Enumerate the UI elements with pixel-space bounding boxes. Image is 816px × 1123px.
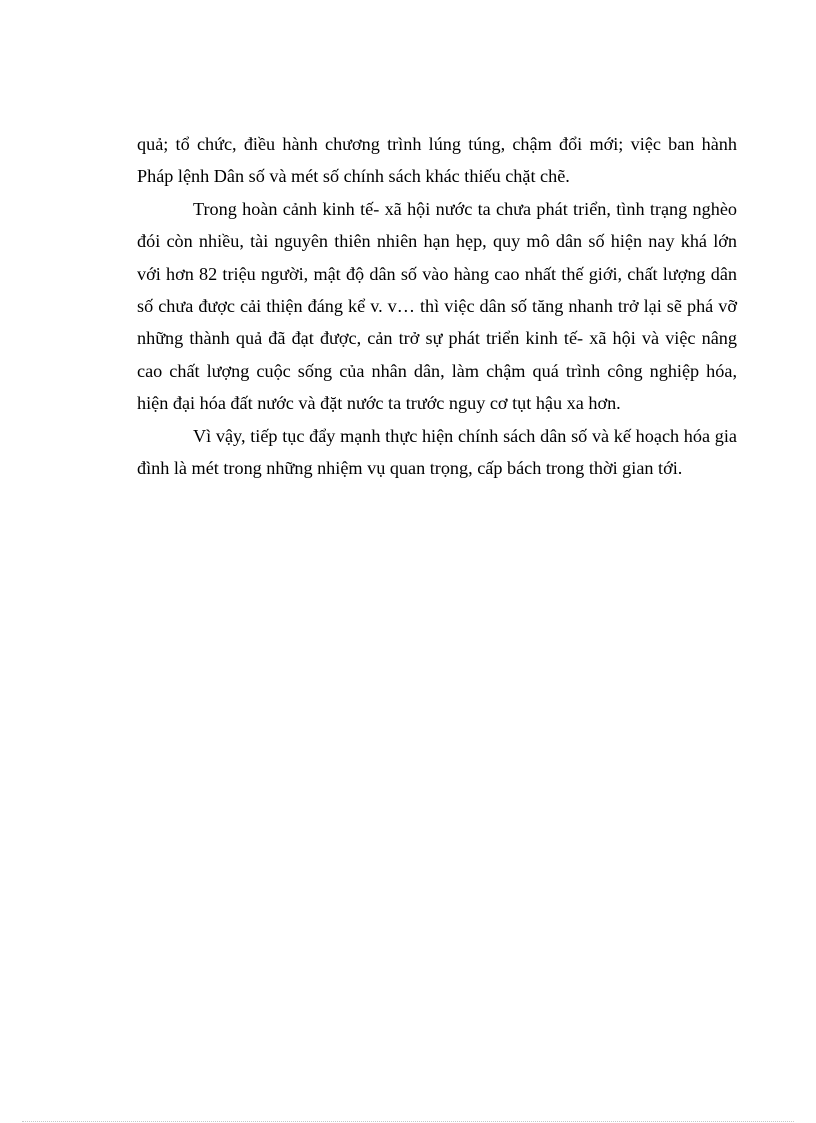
document-body <box>137 128 737 484</box>
paragraph-context: Trong hoàn cảnh kinh tế- xã hội nước ta chưa phát triển, tình trạng nghèo đói còn nhiều, tài nguyên thiên nhiên hạn hẹp, quy mô dân số hiện nay khá lớn với hơn 82 triệu người, mật độ dân số vào hàng cao nhất thế giới, chất lượng dân số chưa được cải thiện đáng kể v. v… thì việc dân số tăng nhanh trở lại sẽ phá vỡ những thành quả đã đạt được, cản trở sự phát triển kinh tế- xã hội và việc nâng cao chất lượng cuộc sống của nhân dân, làm chậm quá trình công nghiệp hóa, hiện đại hóa đất nước và đặt nước ta trước nguy cơ tụt hậu xa hơn. <box>137 198 737 414</box>
paragraph-continuation: quả; tổ chức, điều hành chương trình lúng túng, chậm đổi mới; việc ban hành Pháp lệnh Dân số và mét số chính sách khác thiếu chặt chẽ. <box>137 134 737 187</box>
page-bottom-border <box>22 1121 794 1122</box>
paragraph-conclusion: Vì vậy, tiếp tục đẩy mạnh thực hiện chính sách dân số và kế hoạch hóa gia đình là mét trong những nhiệm vụ quan trọng, cấp bách trong thời gian tới. <box>137 425 737 479</box>
